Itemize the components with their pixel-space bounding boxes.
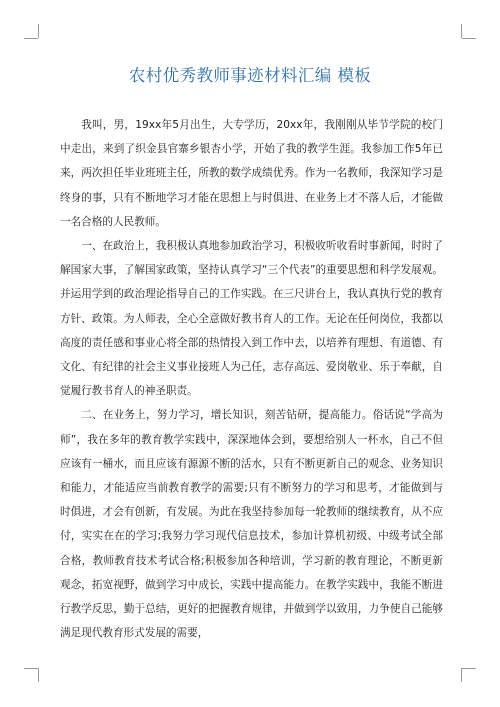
crop-mark-bottom-right <box>462 668 476 669</box>
crop-mark-bottom-right <box>461 668 462 682</box>
paragraph-professional: 二、在业务上，努力学习，增长知识，刻苦钻研，提高能力。俗话说“学高为师”，我在多年的教育教学实践中，深深地体会到，要想给别人一杯水，自己不但应该有一桶水，而且应该有源源不断的活水，只有不断更新自己的观念、业务知识和能力，才能适应当前教育教学的需要;只有不断努力的学习和思考，才能做到与时俱进，才会有创新，有发展。为此在我坚持参加每一轮教师的继续教育，从不应付，实实在在的学习;我努力学习现代信息技术，参加计算机初级、中级考试全部合格，教师教育技术考试合格;积极参加各种培训，学习新的教育理论，不断更新观念，拓宽视野，做到学习中成长，实践中提高能力。在教学实践中，我能不断进行教学反思，勤于总结，更好的把握教育规律，并做到学以致用，力争使自己能够满足现代教育形式发展的需要， <box>60 409 443 640</box>
crop-mark-top-left <box>24 38 38 39</box>
crop-mark-bottom-left <box>38 668 39 682</box>
paragraph-intro: 我叫，男，19xx年5月出生，大专学历，20xx年，我刚刚从毕节学院的校门中走出，来到了织金县官寨乡银杏小学，开始了我的教学生涯。我参加工作5年已来，两次担任毕业班班主任，所教的数学成绩优秀。作为一名教师，我深知学习是终身的事，只有不断地学习才能在思想上与时俱进、在业务上才不落人后，才能做一名合格的人民教师。 <box>60 119 443 228</box>
document-title: 农村优秀教师事迹材料汇编 模板 <box>128 66 372 85</box>
crop-mark-bottom-left <box>24 668 38 669</box>
document-body <box>60 113 443 645</box>
crop-mark-top-right <box>462 38 476 39</box>
crop-mark-top-right <box>461 24 462 38</box>
crop-mark-top-left <box>38 24 39 38</box>
paragraph-politics: 一、在政治上，我积极认真地参加政治学习，积极收听收看时事新闻，时时了解国家大事，了解国家政策，坚持认真学习“三个代表”的重要思想和科学发展观。并运用学到的政治理论指导自己的工作实践。在三尺讲台上，我认真执行党的教育方针、政策。为人师表，全心全意做好教书育人的工作。无论在任何岗位，我都以高度的责任感和事业心将全部的热情投入到工作中去，以培养有理想、有道德、有文化、有纪律的社会主义事业接班人为己任，志存高远、爱岗敬业、乐于奉献，自觉履行教书育人的神圣职责。 <box>60 240 443 398</box>
